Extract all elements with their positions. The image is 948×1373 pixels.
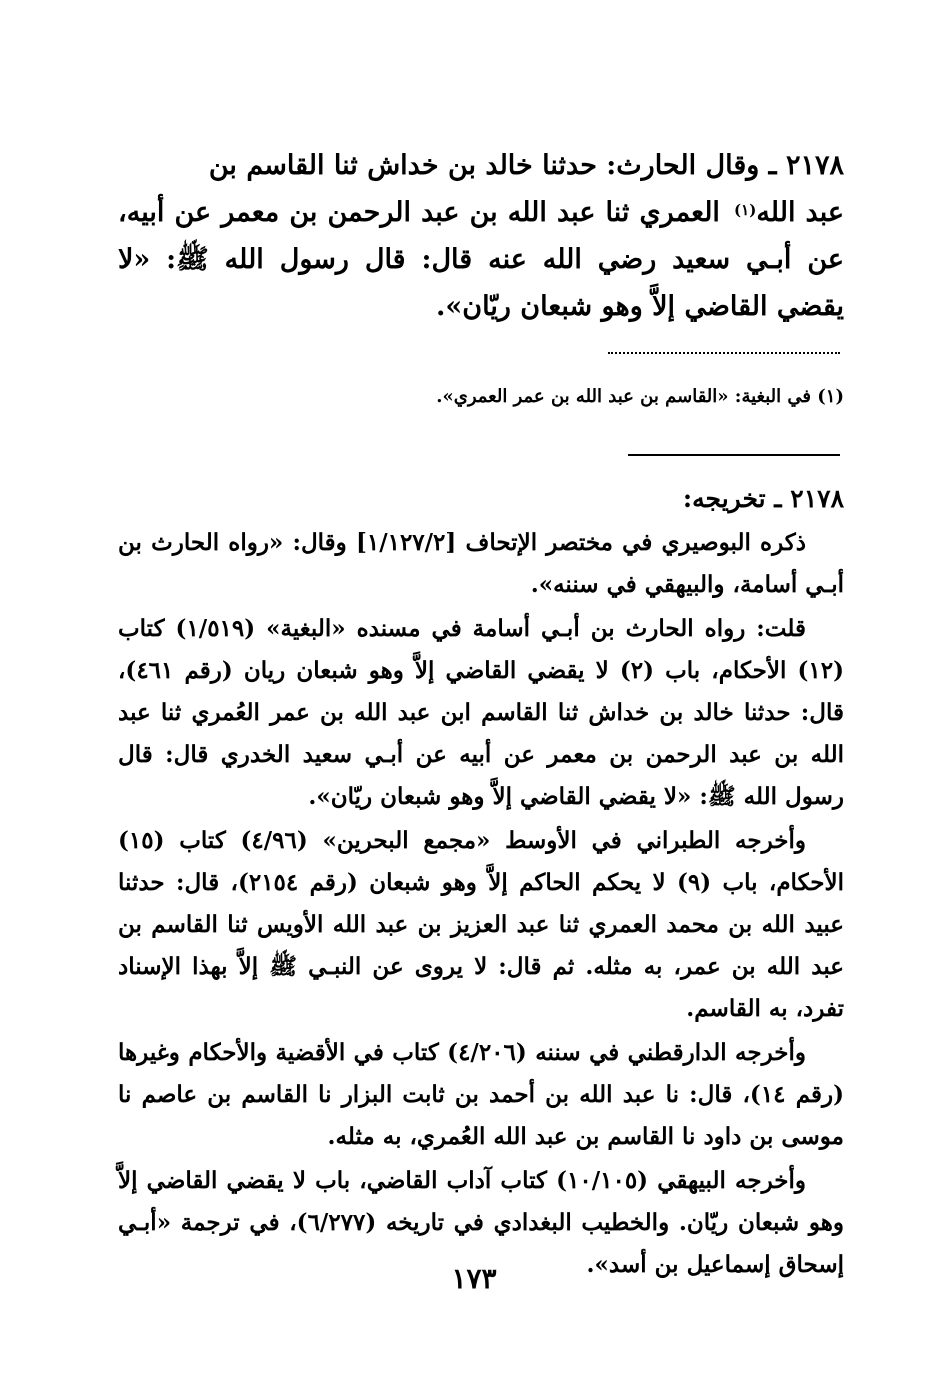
footnote-marker[interactable]: (١): [734, 201, 757, 219]
takhrij-section: [118, 478, 844, 1288]
hadith-line-2-start: عبد الله: [756, 197, 844, 228]
takhrij-paragraph: وأخرجه الطبراني في الأوسط «مجمع البحرين» (٤/٩٦) كتاب (١٥) الأحكام، باب (٩) لا يحكم الحاكم إلاَّ وهو شبعان (رقم ٢١٥٤)، قال: حدثنا عبيد الله بن محمد العمري ثنا عبد العزيز بن عبد الله الأويس ثنا القاسم بن عبد الله بن عمر، به مثله. ثم قال: لا يروى عن النبـي ﷺ إلاَّ بهذا الإسناد تفرد، به القاسم.: [118, 827, 844, 1022]
section-separator: [628, 454, 840, 456]
footnote: [118, 382, 844, 412]
hadith-text: [118, 142, 844, 330]
takhrij-paragraph: وأخرجه البيهقي (١٠/١٠٥) كتاب آداب القاضي، باب لا يقضي القاضي إلاَّ وهو شبعان ريّان. والخطيب البغدادي في تاريخه (٦/٢٧٧)، في ترجمة «أبـي إسحاق إسماعيل بن أسد».: [118, 1167, 844, 1278]
hadith-body: [118, 189, 844, 330]
page-number: ١٧٣: [451, 1262, 497, 1295]
hadith-line-2-rest: العمري ثنا عبد الله بن عبد الرحمن بن معمر عن أبيه، عن أبـي سعيد رضي الله عنه قال: قال رسول الله ﷺ: «لا يقضي القاضي إلاَّ وهو شبعان ريّان».: [118, 197, 844, 322]
takhrij-paragraph: ذكره البوصيري في مختصر الإتحاف [١/١٢٧/٢] وقال: «رواه الحارث بن أبـي أسامة، والبيهقي في سننه».: [118, 529, 844, 598]
takhrij-paragraph: وأخرجه الدارقطني في سننه (٤/٢٠٦) كتاب في الأقضية والأحكام وغيرها (رقم ١٤)، قال: نا عبد الله بن أحمد بن ثابت البزار نا القاسم بن عاصم نا موسى بن داود نا القاسم بن عبد الله العُمري، به مثله.: [118, 1039, 844, 1150]
footnote-text: (١) في البغية: «القاسم بن عبد الله بن عمر العمري».: [436, 386, 844, 407]
footnote-dotted-rule: [608, 352, 840, 354]
hadith-line-1: ٢١٧٨ ـ وقال الحارث: حدثنا خالد بن خداش ثنا القاسم بن: [208, 150, 844, 181]
takhrij-heading: ٢١٧٨ ـ تخريجه:: [682, 484, 844, 513]
takhrij-paragraph: قلت: رواه الحارث بن أبـي أسامة في مسنده «البغية» (١/٥١٩) كتاب (١٢) الأحكام، باب (٢) لا يقضي القاضي إلاَّ وهو شبعان ريان (رقم ٤٦١)، قال: حدثنا خالد بن خداش ثنا القاسم ابن عبد الله بن عمر العُمري ثنا عبد الله بن عبد الرحمن بن معمر عن أبيه عن أبـي سعيد الخدري قال: قال رسول الله ﷺ: «لا يقضي القاضي إلاَّ وهو شبعان ريّان».: [118, 615, 844, 810]
